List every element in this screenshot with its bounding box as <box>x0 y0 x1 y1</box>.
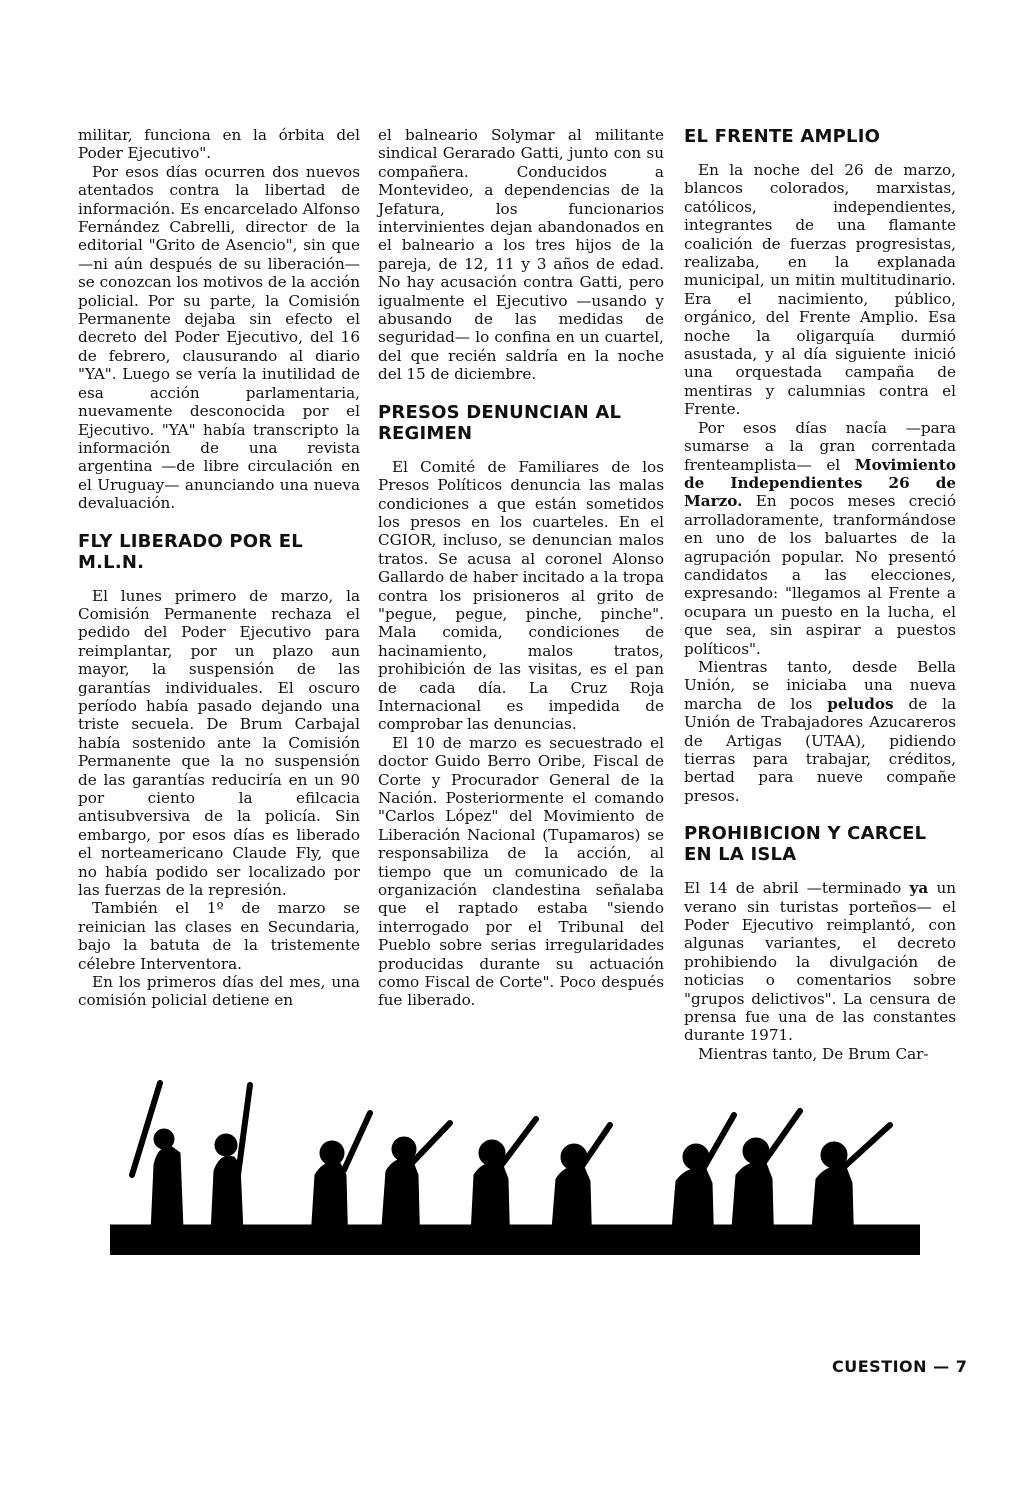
paragraph: En los primeros días del mes, una comisión policial detiene en <box>78 973 360 1010</box>
paragraph: militar, funciona en la órbita del Poder Ejecutivo". <box>78 126 360 163</box>
text-run: un verano sin turistas porteños— el Poder Ejecutivo reimplantó, con algunas variantes, el decreto prohibiendo la divulgación de noticias o comentarios sobre "grupos delictivos". La censura de prensa fue una de las constantes durante 1971. <box>684 879 957 1045</box>
column-3 <box>684 126 956 1063</box>
paragraph: Por esos días ocurren dos nuevos atentados contra la libertad de información. Es encarcelado Alfonso Fernández Cabrelli, director de la editorial "Grito de Asencio", sin que —ni aún después de su liberación— se conozcan los motivos de la acción policial. Por su parte, la Comisión Permanente dejaba sin efecto el decreto del Poder Ejecutivo, del 16 de febrero, clausurando al diario "YA". Luego se vería la inutilidad de esa acción parlamentaria, nuevamente desconocida por el Ejecutivo. "YA" había transcripto la información de una revista argentina —de libre circulación en el Uruguay— anunciando una nueva devaluación. <box>78 162 360 513</box>
paragraph: El lunes primero de marzo, la Comisión Permanente rechaza el pedido del Poder Ejecutivo para reimplantar, por un plazo aun mayor, la suspensión de las garantías individuales. El oscuro período había pasado dejando una triste secuela. De Brum Carbajal había sostenido ante la Comisión Permanente que la no suspensión de las garantías reduciría en un 90 por ciento la efilcacia antisubversiva de la policía. Sin embargo, por esos días es liberado el norteamericano Claude Fly, que no había podido ser localizado por las fuerzas de la represión. <box>78 586 360 900</box>
section-heading-frente-amplio: EL FRENTE AMPLIO <box>684 126 881 147</box>
bold-text: Movimiento de Independientes 26 de Marzo. <box>684 455 956 511</box>
bold-text: ya <box>909 879 929 898</box>
column-2 <box>378 126 664 1010</box>
section-heading-presos: PRESOS DENUNCIAN AL REGIMEN <box>378 401 622 444</box>
bold-text: peludos <box>827 694 894 713</box>
section-heading-fly: FLY LIBERADO POR EL M.L.N. <box>78 530 303 573</box>
section-heading-prohibicion: PROHIBICION Y CARCEL EN LA ISLA <box>684 823 927 866</box>
paragraph <box>684 879 956 1045</box>
page-footer: CUESTION — 7 <box>832 1357 968 1376</box>
paragraph: También el 1º de marzo se reinician las clases en Secundaria, bajo la batuta de la tristemente célebre Interventora. <box>78 899 360 973</box>
paragraph <box>684 658 956 805</box>
paragraph: El Comité de Familiares de los Presos Políticos denuncia las malas condiciones a que están sometidos los presos en los cuarteles. En el CGIOR, incluso, se denuncian malos tratos. Se acusa al coronel Alonso Gallardo de haber incitado a la tropa contra los prisioneros al grito de "pegue, pegue, pinche, pinche". Mala comida, condiciones de hacinamiento, malos tratos, prohibición de las visitas, es el pan de cada día. La Cruz Roja Internacional es impedida de comprobar las denuncias. <box>378 457 664 734</box>
paragraph <box>684 419 956 658</box>
soldiers-silhouette-icon <box>110 1075 920 1255</box>
paragraph: el balneario Solymar al militante sindical Gerarado Gatti, junto con su compañera. Conducidos a Montevideo, a dependencias de la Jefatura, los funcionarios intervinientes dejan abandonados en el balneario a los tres hijos de la pareja, de 12, 11 y 3 años de edad. No hay acusación contra Gatti, pero igualmente el Ejecutivo —usando y abusando de las medidas de seguridad— lo confina en un cuartel, del que recién saldría en la noche del 15 de diciembre. <box>378 126 664 384</box>
text-run: Por esos días nacía —para sumarse a la gran correntada frenteamplista— el <box>684 418 956 474</box>
paragraph: En la noche del 26 de marzo, blancos colorados, marxistas, católicos, independientes, integrantes de una flamante coalición de fuerzas progresistas, realizaba, en la explanada municipal, un mitin multitudinario. Era el nacimiento, público, orgánico, del Frente Amplio. Esa noche la oligarquía durmió asustada, y al día siguiente inició una orquestada campaña de mentiras y calumnias contra el Frente. <box>684 161 956 419</box>
text-run: de la Unión de Trabajadores Azucareros de Artigas (UTAA), pidiendo tierras para trabajar, créditos, bertad para nueve compañe presos. <box>684 694 957 805</box>
paragraph: El 10 de marzo es secuestrado el doctor Guido Berro Oribe, Fiscal de Corte y Procurador General de la Nación. Posteriormente el comando "Carlos López" del Movimiento de Liberación Nacional (Tupamaros) se responsabiliza de la acción, al tiempo que un comunicado de la organización clandestina señalaba que el raptado estaba "siendo interrogado por el Tribunal del Pueblo sobre serias irregularidades producidas durante su actuación como Fiscal de Corte". Poco después fue liberado. <box>378 733 664 1010</box>
text-run: Mientras tanto, desde Bella Unión, se iniciaba una nueva marcha de los <box>684 657 956 713</box>
column-1 <box>78 126 360 1010</box>
text-run: El 14 de abril —terminado <box>684 879 910 898</box>
paragraph: Mientras tanto, De Brum Car- <box>698 1044 929 1063</box>
text-run: En pocos meses creció arrolladoramente, tranformándose en uno de los baluartes de la agrupación popular. No presentó candidatos a las elecciones, expresando: "llegamos al Frente a ocupara un puesto en la lucha, el que sea, sin aspirar a puestos políticos". <box>684 492 956 658</box>
